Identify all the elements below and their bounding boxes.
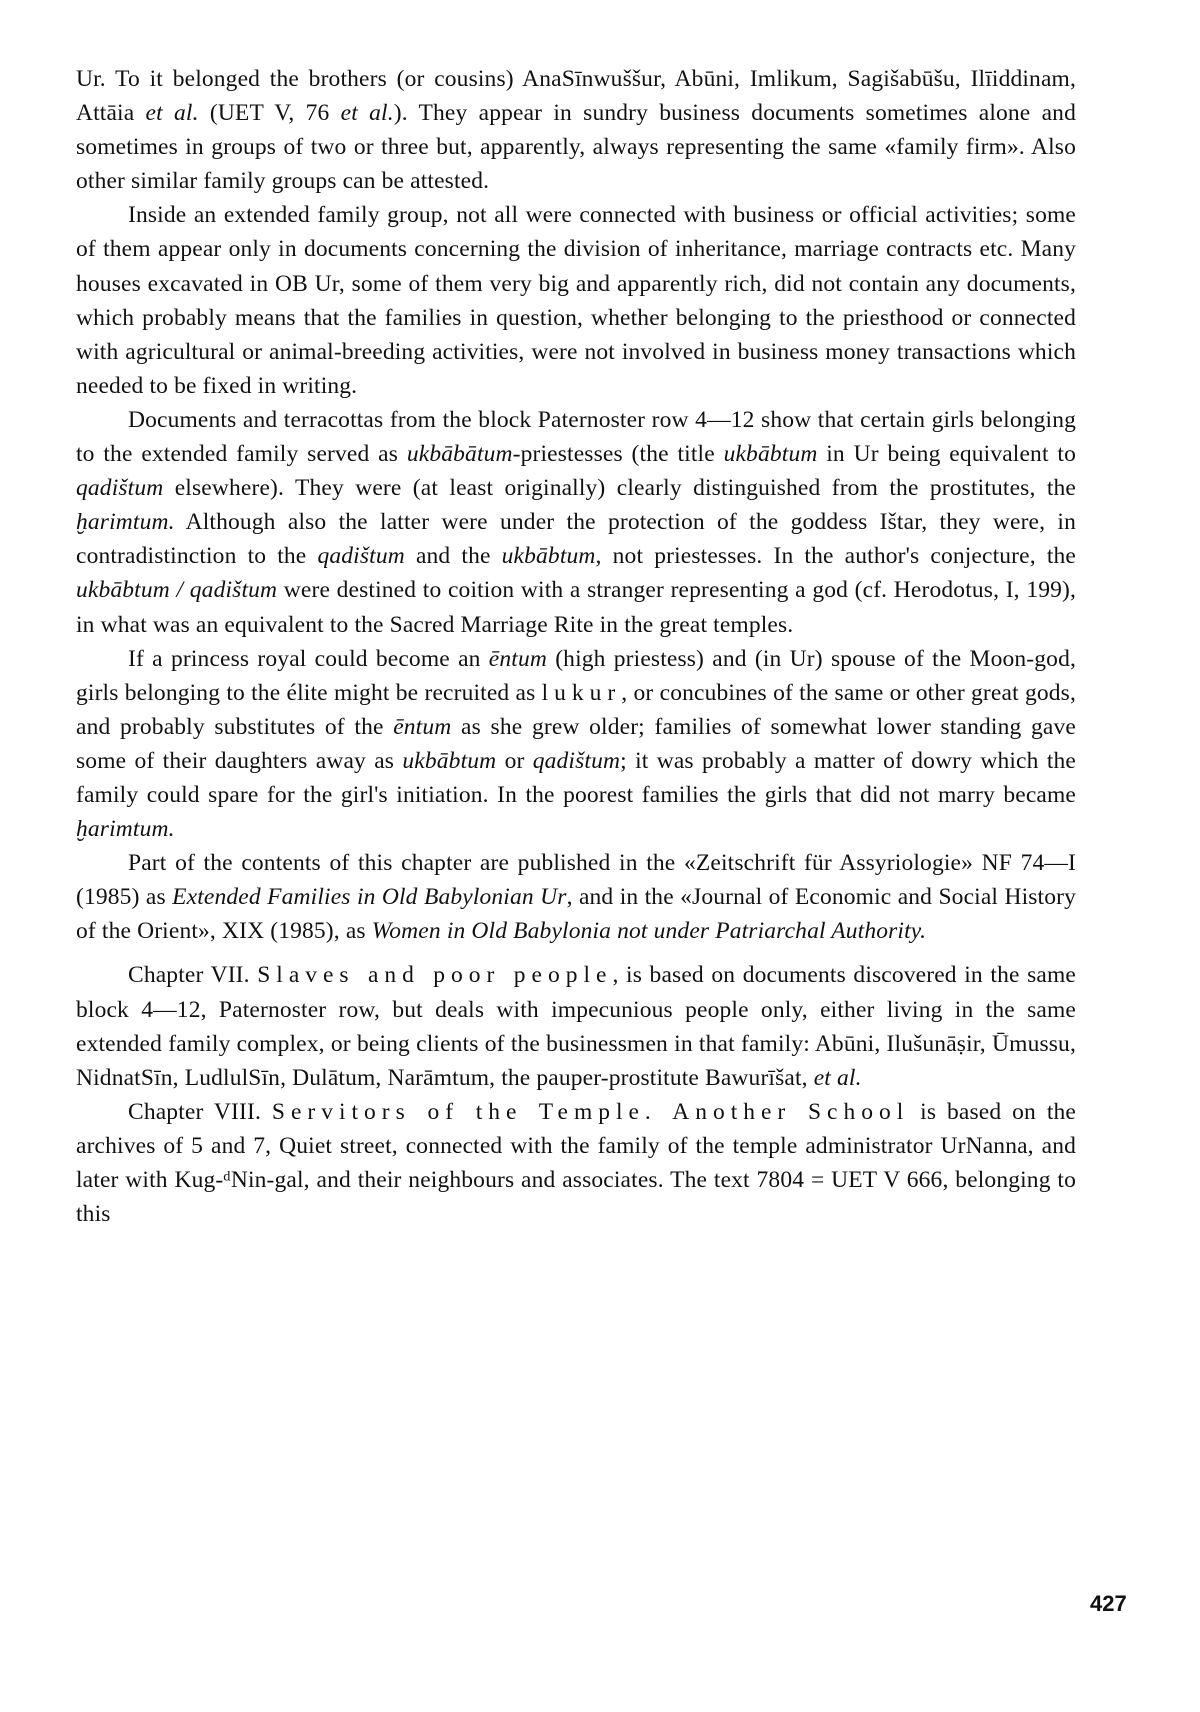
text-run: , not priestesses. In the author's conjecture, the <box>595 543 1076 570</box>
page-number: 427 <box>1090 1591 1127 1616</box>
text-run: or <box>496 747 533 774</box>
text-run: ; it was probably a matter of dowry which the family could spare for the girl's initiation. In the poorest families the girls that did not marry became <box>76 747 1076 808</box>
paragraph <box>76 642 1076 847</box>
paragraph <box>76 62 1076 198</box>
italic-text: ukbābtum <box>501 543 596 570</box>
italic-text: ḫarimtum. <box>76 816 175 843</box>
paragraph <box>76 1095 1076 1231</box>
italic-text: ēntum <box>393 713 452 740</box>
text-run: (UET V, 76 <box>198 100 341 127</box>
spaced-text: lukur <box>541 679 622 706</box>
text-run: Although also the latter were under the protection of the goddess Ištar, they were, in contradistinction to the <box>76 509 1076 570</box>
italic-text: et al. <box>813 1064 862 1091</box>
text-run: Documents and terracottas from the block Paternoster row 4—12 show that certain girls belonging to the extended family served as <box>76 406 1076 468</box>
spaced-text: Slaves and poor people <box>257 962 613 989</box>
italic-text: ḫarimtum. <box>76 509 175 536</box>
text-run: were destined to coition with a stranger representing a god (cf. Herodotus, I, 199), in what was an equivalent to the Sacred Marriage Rite in the great temples. <box>76 577 1077 638</box>
italic-text: qadištum <box>532 747 621 774</box>
document-body <box>76 62 1076 1231</box>
text-run: , and in the «Journal of Economic and Social History of the Orient», XIX (1985), as <box>76 884 1076 945</box>
text-run: elsewhere). They were (at least originally) clearly distinguished from the prostitutes, the <box>163 475 1076 502</box>
text-run: If a princess royal could become an <box>128 645 489 672</box>
italic-text: qadištum <box>317 543 405 570</box>
text-run: Ur. To it belonged the brothers (or cousins) AnaSīnwuššur, Abūni, Imlikum, Sagišabūšu, Ilīiddinam, Attāia <box>76 66 1076 127</box>
paragraph <box>76 846 1076 948</box>
paragraph <box>76 198 1076 403</box>
italic-text: ukbābtum / qadištum <box>76 577 278 604</box>
text-run: in Ur being equivalent to <box>817 441 1077 468</box>
text-run: (high priestess) and (in Ur) spouse of the Moon-god, girls belonging to the élite might be recruited as <box>76 645 1076 706</box>
italic-text: Extended Families in Old Babylonian Ur <box>172 884 567 911</box>
text-run: Chapter VIII. <box>128 1098 272 1125</box>
spaced-text: Servitors of the Temple. Another School <box>271 1098 910 1125</box>
paragraph <box>76 958 1076 1094</box>
italic-text: ukbābtum <box>723 441 818 468</box>
text-run: , is based on documents discovered in the same block 4—12, Paternoster row, but deals with impecunious people only, either living in the same extended family complex, or being clients of the businessmen in that family: Abūni, Ilušunāṣir, Ūmussu, NidnatSīn, LudlulSīn, Dulātum, Narāmtum, the pauper-prostitute Bawurīšat, <box>76 962 1076 1091</box>
italic-text: Women in Old Babylonia not under Patriarchal Authority. <box>371 918 927 945</box>
text-run: , or concubines of the same or other great gods, and probably substitutes of the <box>76 679 1076 740</box>
italic-text: et al. <box>340 100 394 127</box>
italic-text: ukbābtum <box>402 747 497 774</box>
text-run: -priestesses (the title <box>512 441 724 468</box>
italic-text: qadištum <box>76 475 164 502</box>
text-run: Chapter VII. <box>128 962 258 989</box>
text-run: is based on the archives of 5 and 7, Quiet street, connected with the family of the temple administrator UrNanna, and later with Kug-ᵈNin-gal, and their neighbours and associates. The text 7804 = UET V 666, belonging to this <box>76 1098 1076 1228</box>
text-run: and the <box>404 543 502 570</box>
text-run: Part of the contents of this chapter are published in the «Zeitschrift für Assyriologie» NF 74—I (1985) as <box>76 850 1076 911</box>
text-run: as she grew older; families of somewhat lower standing gave some of their daughters away as <box>76 713 1076 774</box>
italic-text: ukbābātum <box>406 441 513 468</box>
italic-text: et al. <box>145 100 199 127</box>
text-run: Inside an extended family group, not all were connected with business or official activities; some of them appear only in documents concerning the division of inheritance, marriage contracts etc. Many houses excavated in OB Ur, some of them very big and apparently rich, did not contain any documents, which probably means that the families in question, whether belonging to the priesthood or connected with agricultural or animal-breeding activities, were not involved in business money transactions which needed to be fixed in writing. <box>76 202 1076 399</box>
paragraph <box>76 403 1076 642</box>
italic-text: ēntum <box>488 645 547 672</box>
text-run: ). They appear in sundry business documents sometimes alone and sometimes in groups of two or three but, apparently, always representing the same «family firm». Also other similar family groups can be attested. <box>76 100 1076 195</box>
